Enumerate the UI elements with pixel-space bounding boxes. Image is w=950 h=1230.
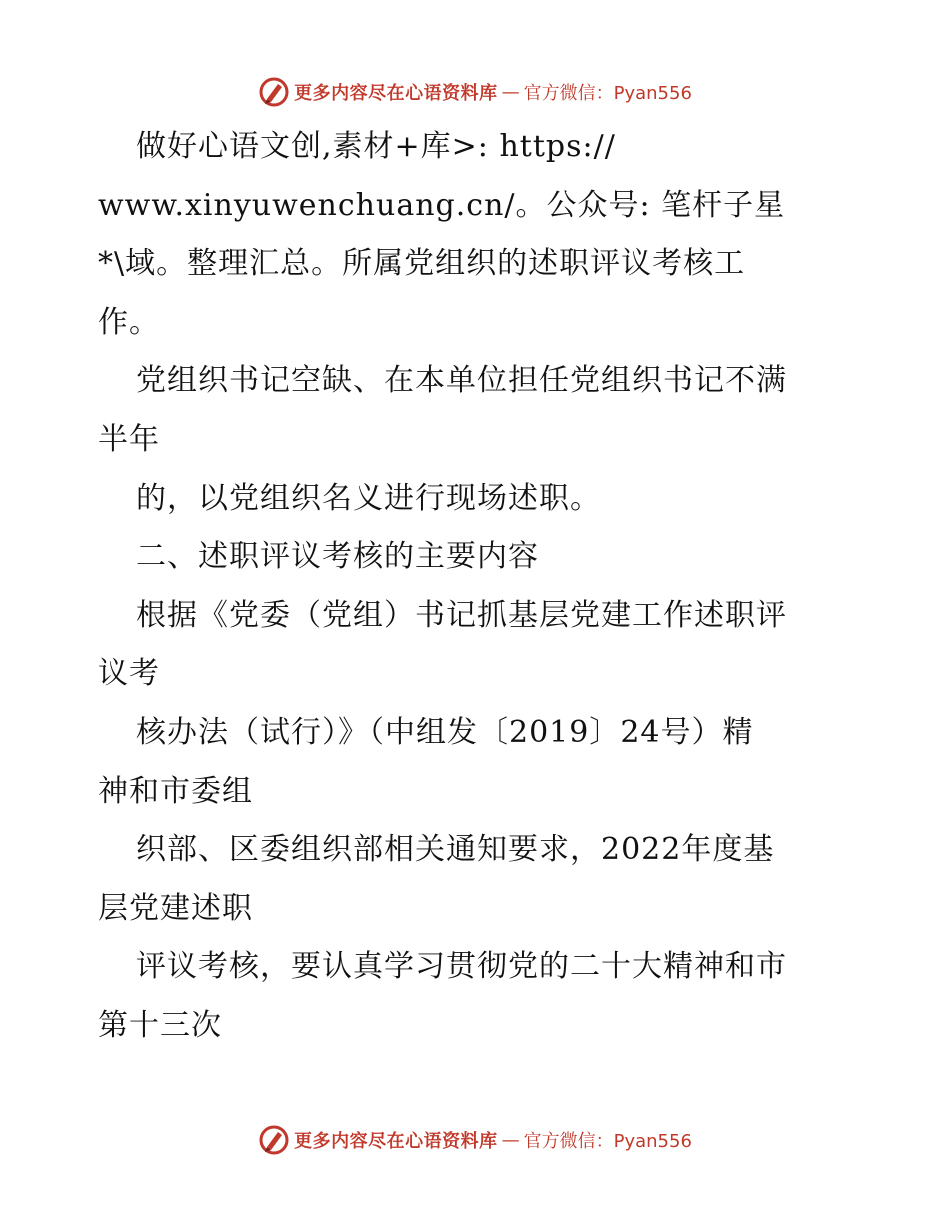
footer-watermark bbox=[0, 1120, 950, 1160]
footer-watermark-text: 更多内容尽在心语资料库 bbox=[294, 1131, 498, 1152]
document-body bbox=[98, 118, 898, 1056]
paragraph-line: 核办法（试行）》（中组发〔2019〕24号）精 bbox=[136, 714, 754, 750]
paragraph-line: 根据《党委（党组）书记抓基层党建工作述职评 bbox=[136, 597, 787, 633]
header-watermark-separator: — bbox=[501, 81, 520, 103]
paragraph-line: www.xinyuwenchuang.cn/。公众号: 笔杆子星 bbox=[98, 187, 786, 223]
paragraph-line: 织部、区委组织部相关通知要求，2022年度基 bbox=[136, 832, 775, 868]
section-heading: 二、述职评议考核的主要内容 bbox=[136, 539, 539, 575]
footer-watermark-contact: 官方微信：Pyan556 bbox=[523, 1131, 692, 1152]
paragraph-line: 议考 bbox=[98, 656, 160, 692]
pen-circle-logo-icon bbox=[258, 1124, 290, 1156]
paragraph-line: 党组织书记空缺、在本单位担任党组织书记不满 bbox=[136, 363, 787, 399]
header-watermark-text: 更多内容尽在心语资料库 bbox=[294, 83, 498, 104]
footer-watermark-separator: — bbox=[501, 1129, 520, 1151]
pen-circle-logo-icon bbox=[258, 76, 290, 108]
paragraph-line: 评议考核，要认真学习贯彻党的二十大精神和市 bbox=[136, 949, 787, 985]
paragraph-line: 神和市委组 bbox=[98, 773, 253, 809]
paragraph-line: *\域。整理汇总。所属党组织的述职评议考核工 bbox=[98, 246, 746, 282]
paragraph-line: 作。 bbox=[98, 304, 160, 340]
header-watermark-contact: 官方微信：Pyan556 bbox=[523, 83, 692, 104]
paragraph-line: 做好心语文创,素材+库>: https:// bbox=[136, 129, 616, 164]
paragraph-line: 层党建述职 bbox=[98, 890, 253, 926]
paragraph-line: 半年 bbox=[98, 421, 160, 457]
paragraph-line: 第十三次 bbox=[98, 1007, 222, 1043]
header-watermark bbox=[0, 72, 950, 112]
paragraph-line: 的，以党组织名义进行现场述职。 bbox=[136, 480, 601, 516]
